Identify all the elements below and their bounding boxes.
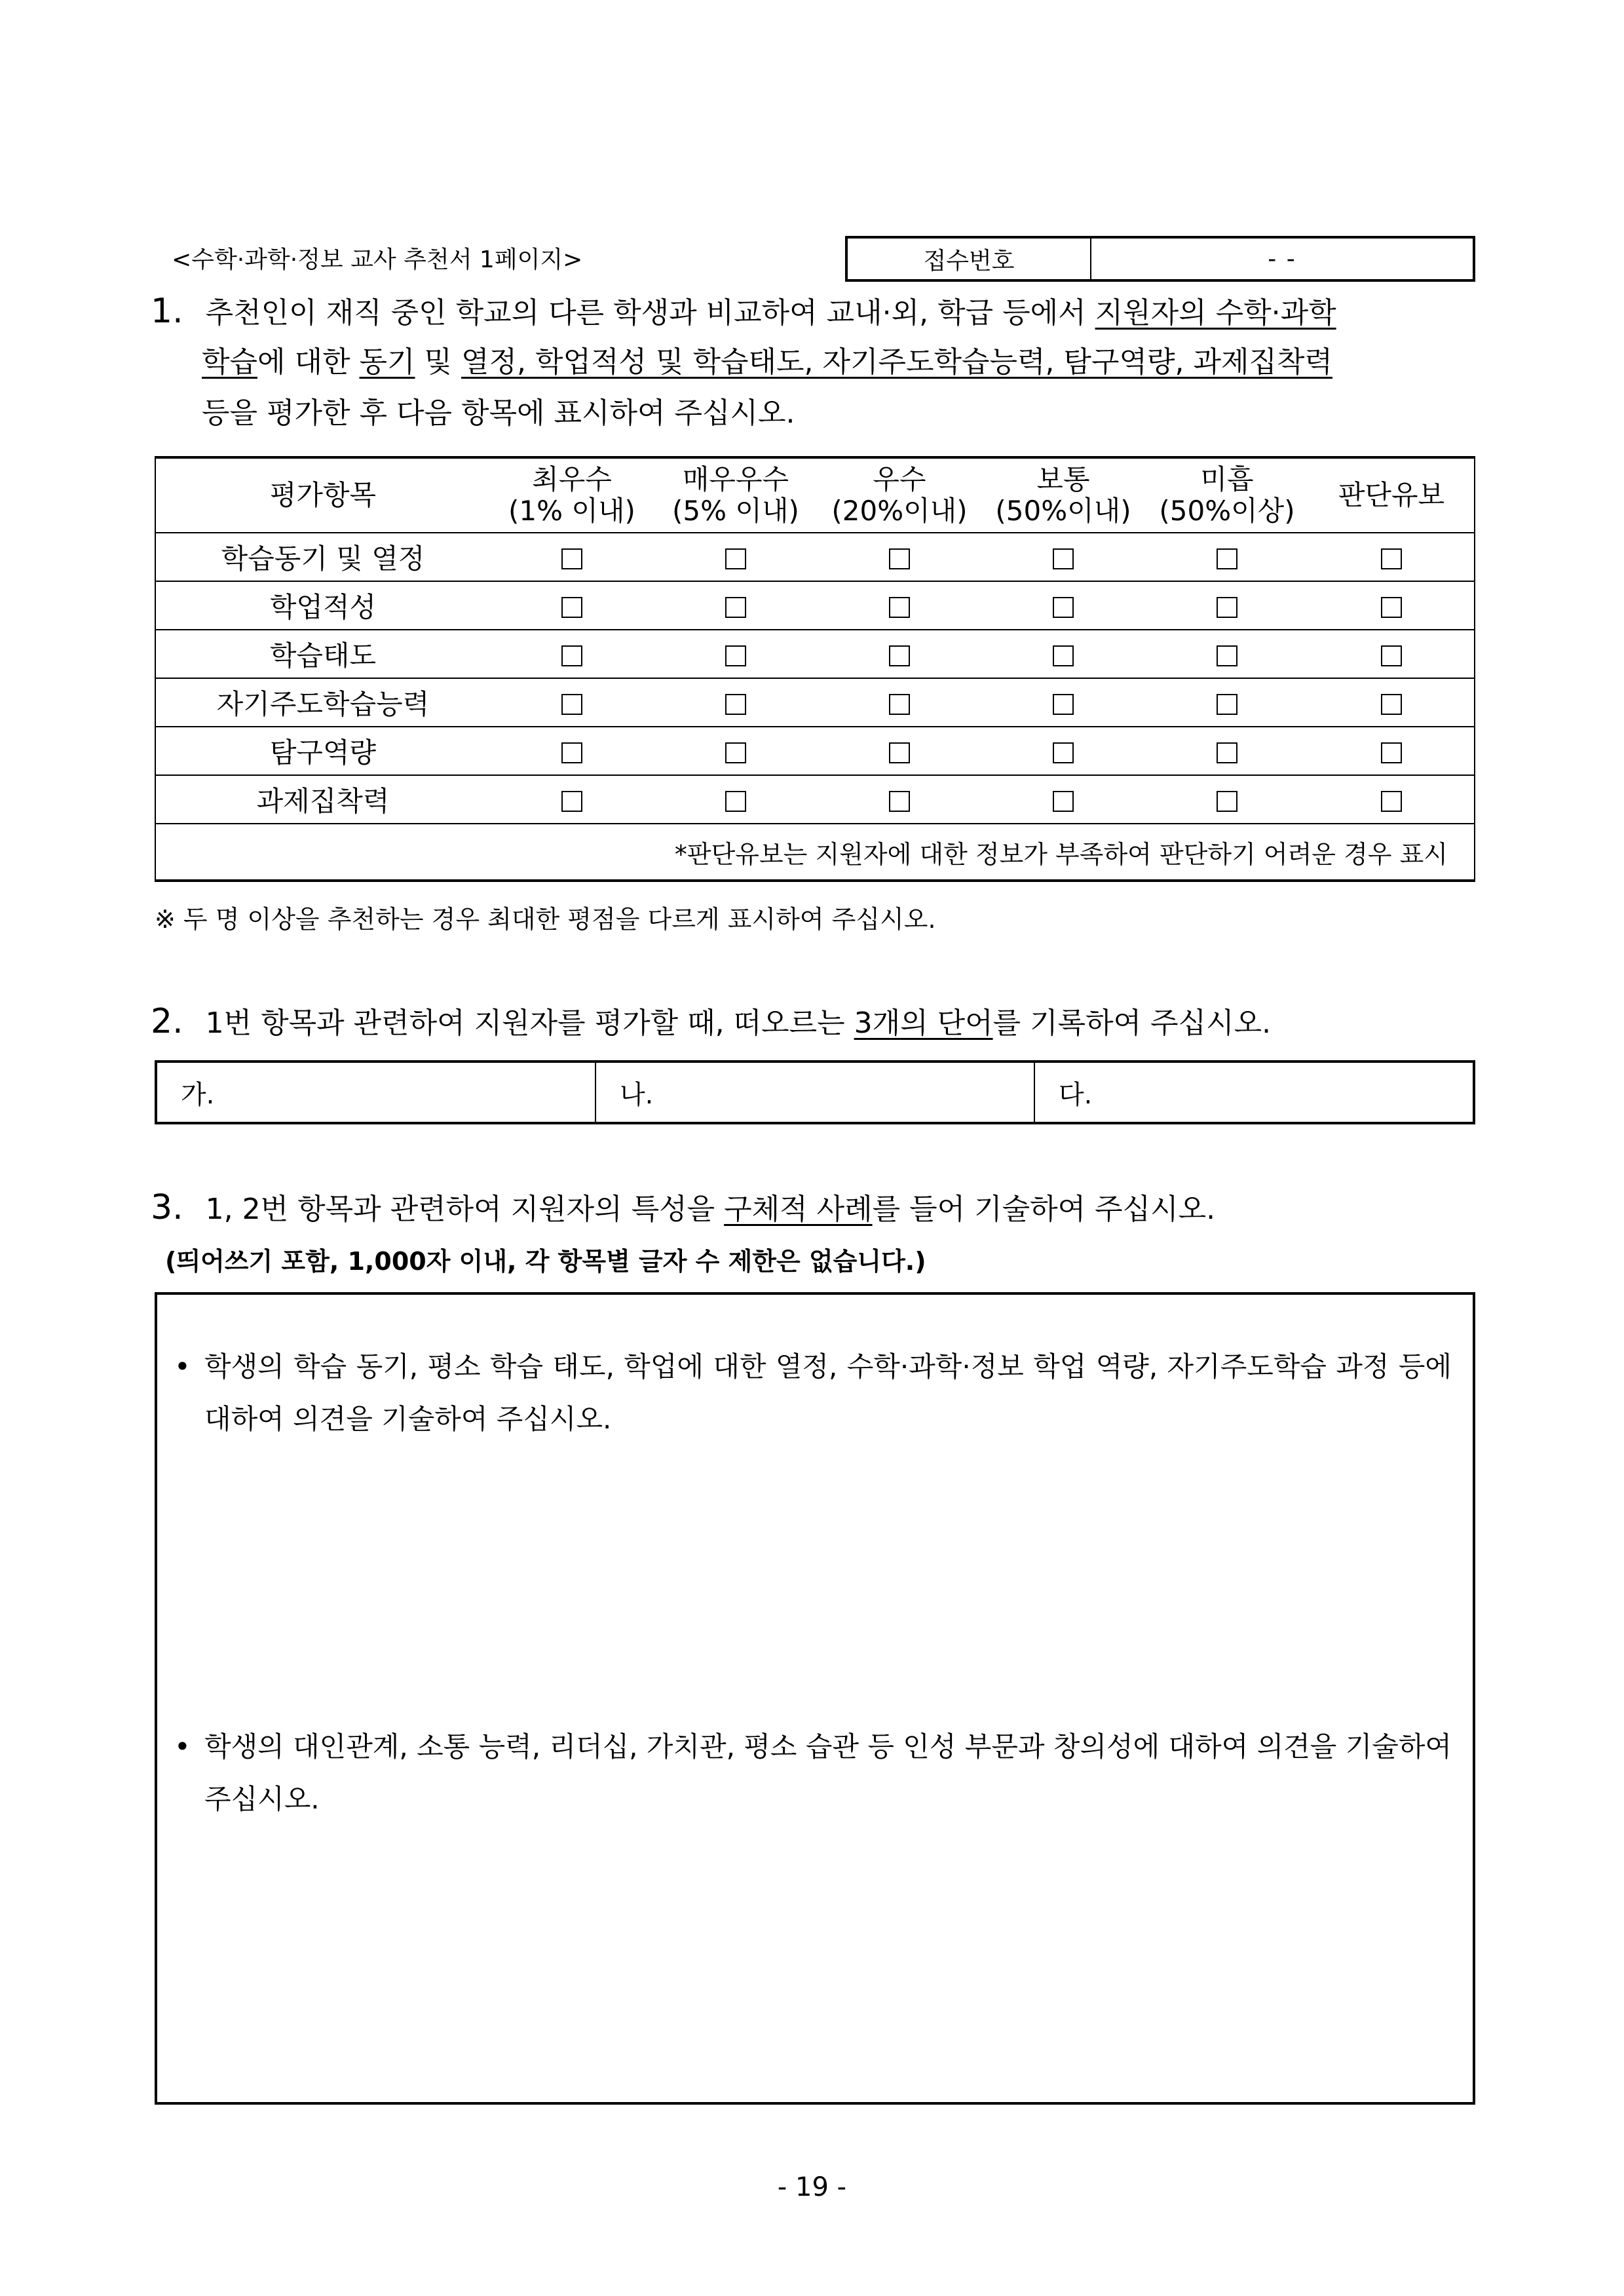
- question-3: [151, 1182, 1215, 1235]
- form-title: <수학·과학·정보 교사 추천서 1페이지>: [172, 246, 583, 273]
- question-3-underline: 구체적 사례: [724, 1193, 873, 1226]
- bullet-item-1: [174, 1341, 1452, 1445]
- bullet-dot-icon: •: [174, 1350, 191, 1383]
- checkbox[interactable]: [889, 694, 910, 715]
- question-2-number: 2.: [151, 1002, 183, 1041]
- table-footnote-row: [155, 824, 1475, 881]
- question-1-underline-2: 학습: [202, 345, 258, 379]
- question-3-text-b: 를 들어 기술하여 주십시오.: [872, 1193, 1216, 1226]
- header-cell-reserved: 판단유보: [1309, 457, 1475, 533]
- checkbox[interactable]: [725, 548, 746, 569]
- question-3-number: 3.: [151, 1188, 183, 1227]
- checkbox[interactable]: [561, 694, 582, 715]
- table-footnote: *판단유보는 지원자에 대한 정보가 부족하여 판단하기 어려운 경우 표시: [155, 824, 1475, 881]
- question-1-underline-4: 열정, 학업적성 및 학습태도, 자기주도학습능력, 탐구역량, 과제집착력: [461, 345, 1332, 379]
- page-number: - 19 -: [777, 2172, 847, 2202]
- word-field-da[interactable]: 다.: [1034, 1063, 1473, 1122]
- checkbox[interactable]: [889, 645, 910, 666]
- question-1-text: 추천인이 재직 중인 학교의 다른 학생과 비교하여 교내·외, 학급 등에서: [205, 296, 1095, 330]
- checkbox[interactable]: [561, 548, 582, 569]
- checkbox[interactable]: [1217, 645, 1237, 666]
- question-2-text: 1번 항목과 관련하여 지원자를 평가할 때, 떠오르는: [205, 1006, 854, 1040]
- row-label: 탐구역량: [155, 727, 490, 775]
- table-row: [155, 630, 1475, 678]
- question-1-line-2: [202, 337, 1486, 388]
- checkbox[interactable]: [1217, 791, 1237, 812]
- checkbox[interactable]: [725, 597, 746, 618]
- receipt-number-label: 접수번호: [848, 239, 1091, 279]
- checkbox[interactable]: [889, 548, 910, 569]
- checkbox[interactable]: [1381, 548, 1402, 569]
- question-3-text: 1, 2번 항목과 관련하여 지원자의 특성을: [205, 1193, 725, 1226]
- header-cell-category: 평가항목: [155, 457, 490, 533]
- checkbox[interactable]: [1053, 694, 1074, 715]
- table-row: [155, 533, 1475, 581]
- checkbox[interactable]: [561, 791, 582, 812]
- three-words-boxes: [155, 1060, 1475, 1124]
- checkbox[interactable]: [1053, 742, 1074, 763]
- checkbox[interactable]: [1217, 548, 1237, 569]
- checkbox[interactable]: [1053, 597, 1074, 618]
- header-cell-excellent: 매우우수 (5% 이내): [654, 457, 818, 533]
- evaluation-table: [155, 456, 1475, 882]
- row-label: 자기주도학습능력: [155, 678, 490, 727]
- checkbox[interactable]: [725, 791, 746, 812]
- question-1-text-c: 및: [415, 345, 461, 379]
- checkbox[interactable]: [1381, 791, 1402, 812]
- table-header-row: [155, 457, 1475, 533]
- checkbox[interactable]: [725, 742, 746, 763]
- question-3-subtext: (띄어쓰기 포함, 1,000자 이내, 각 항목별 글자 수 제한은 없습니다.): [165, 1247, 926, 1276]
- checkbox[interactable]: [1217, 742, 1237, 763]
- header-cell-poor: 미흡 (50%이상): [1145, 457, 1309, 533]
- checkbox[interactable]: [1217, 694, 1237, 715]
- word-field-ga[interactable]: 가.: [181, 1079, 215, 1110]
- question-1-number: 1.: [151, 292, 183, 331]
- word-field-na[interactable]: 나.: [595, 1063, 1034, 1122]
- row-label: 과제집착력: [155, 775, 490, 824]
- checkbox[interactable]: [725, 694, 746, 715]
- question-1-underline-1: 지원자의 수학·과학: [1095, 296, 1336, 330]
- bullet-dot-icon: •: [174, 1731, 191, 1763]
- bullet-text-1: 학생의 학습 동기, 평소 학습 태도, 학업에 대한 열정, 수학·과학·정보 학업 역량, 자기주도학습 과정 등에 대하여 의견을 기술하여 주십시오.: [204, 1350, 1452, 1435]
- checkbox[interactable]: [1053, 548, 1074, 569]
- receipt-number-field[interactable]: - -: [1268, 245, 1296, 273]
- checkbox[interactable]: [1381, 645, 1402, 666]
- question-2: [151, 996, 1271, 1049]
- header-cell-top: 최우수 (1% 이내): [490, 457, 654, 533]
- checkbox[interactable]: [1381, 597, 1402, 618]
- header-cell-average: 보통 (50%이내): [981, 457, 1145, 533]
- question-1-underline-3: 동기: [359, 345, 415, 379]
- receipt-number-box: [845, 236, 1475, 282]
- checkbox[interactable]: [561, 645, 582, 666]
- row-label: 학습태도: [155, 630, 490, 678]
- description-textarea[interactable]: [155, 1292, 1475, 2105]
- row-label: 학업적성: [155, 581, 490, 630]
- question-1-line-3: 등을 평가한 후 다음 항목에 표시하여 주십시오.: [202, 396, 795, 430]
- table-row: [155, 678, 1475, 727]
- table-row: [155, 727, 1475, 775]
- checkbox[interactable]: [1053, 645, 1074, 666]
- checkbox[interactable]: [561, 597, 582, 618]
- checkbox[interactable]: [889, 742, 910, 763]
- checkbox[interactable]: [1217, 597, 1237, 618]
- question-1-text-b: 에 대한: [257, 345, 360, 379]
- table-row: [155, 581, 1475, 630]
- question-1: [151, 286, 1481, 339]
- checkbox[interactable]: [889, 791, 910, 812]
- question-2-underline: 3개의 단어: [854, 1006, 993, 1040]
- checkbox[interactable]: [1381, 694, 1402, 715]
- checkbox[interactable]: [1053, 791, 1074, 812]
- bullet-item-2: [174, 1721, 1452, 1826]
- question-2-text-b: 를 기록하여 주십시오.: [992, 1006, 1272, 1040]
- bullet-text-2: 학생의 대인관계, 소통 능력, 리더십, 가치관, 평소 습관 등 인성 부문과 창의성에 대하여 의견을 기술하여 주십시오.: [204, 1731, 1452, 1815]
- header-cell-good: 우수 (20%이내): [818, 457, 981, 533]
- checkbox[interactable]: [889, 597, 910, 618]
- table-row: [155, 775, 1475, 824]
- row-label: 학습동기 및 열정: [155, 533, 490, 581]
- checkbox[interactable]: [1381, 742, 1402, 763]
- checkbox[interactable]: [561, 742, 582, 763]
- checkbox[interactable]: [725, 645, 746, 666]
- question-1-note: ※ 두 명 이상을 추천하는 경우 최대한 평점을 다르게 표시하여 주십시오.: [155, 905, 936, 934]
